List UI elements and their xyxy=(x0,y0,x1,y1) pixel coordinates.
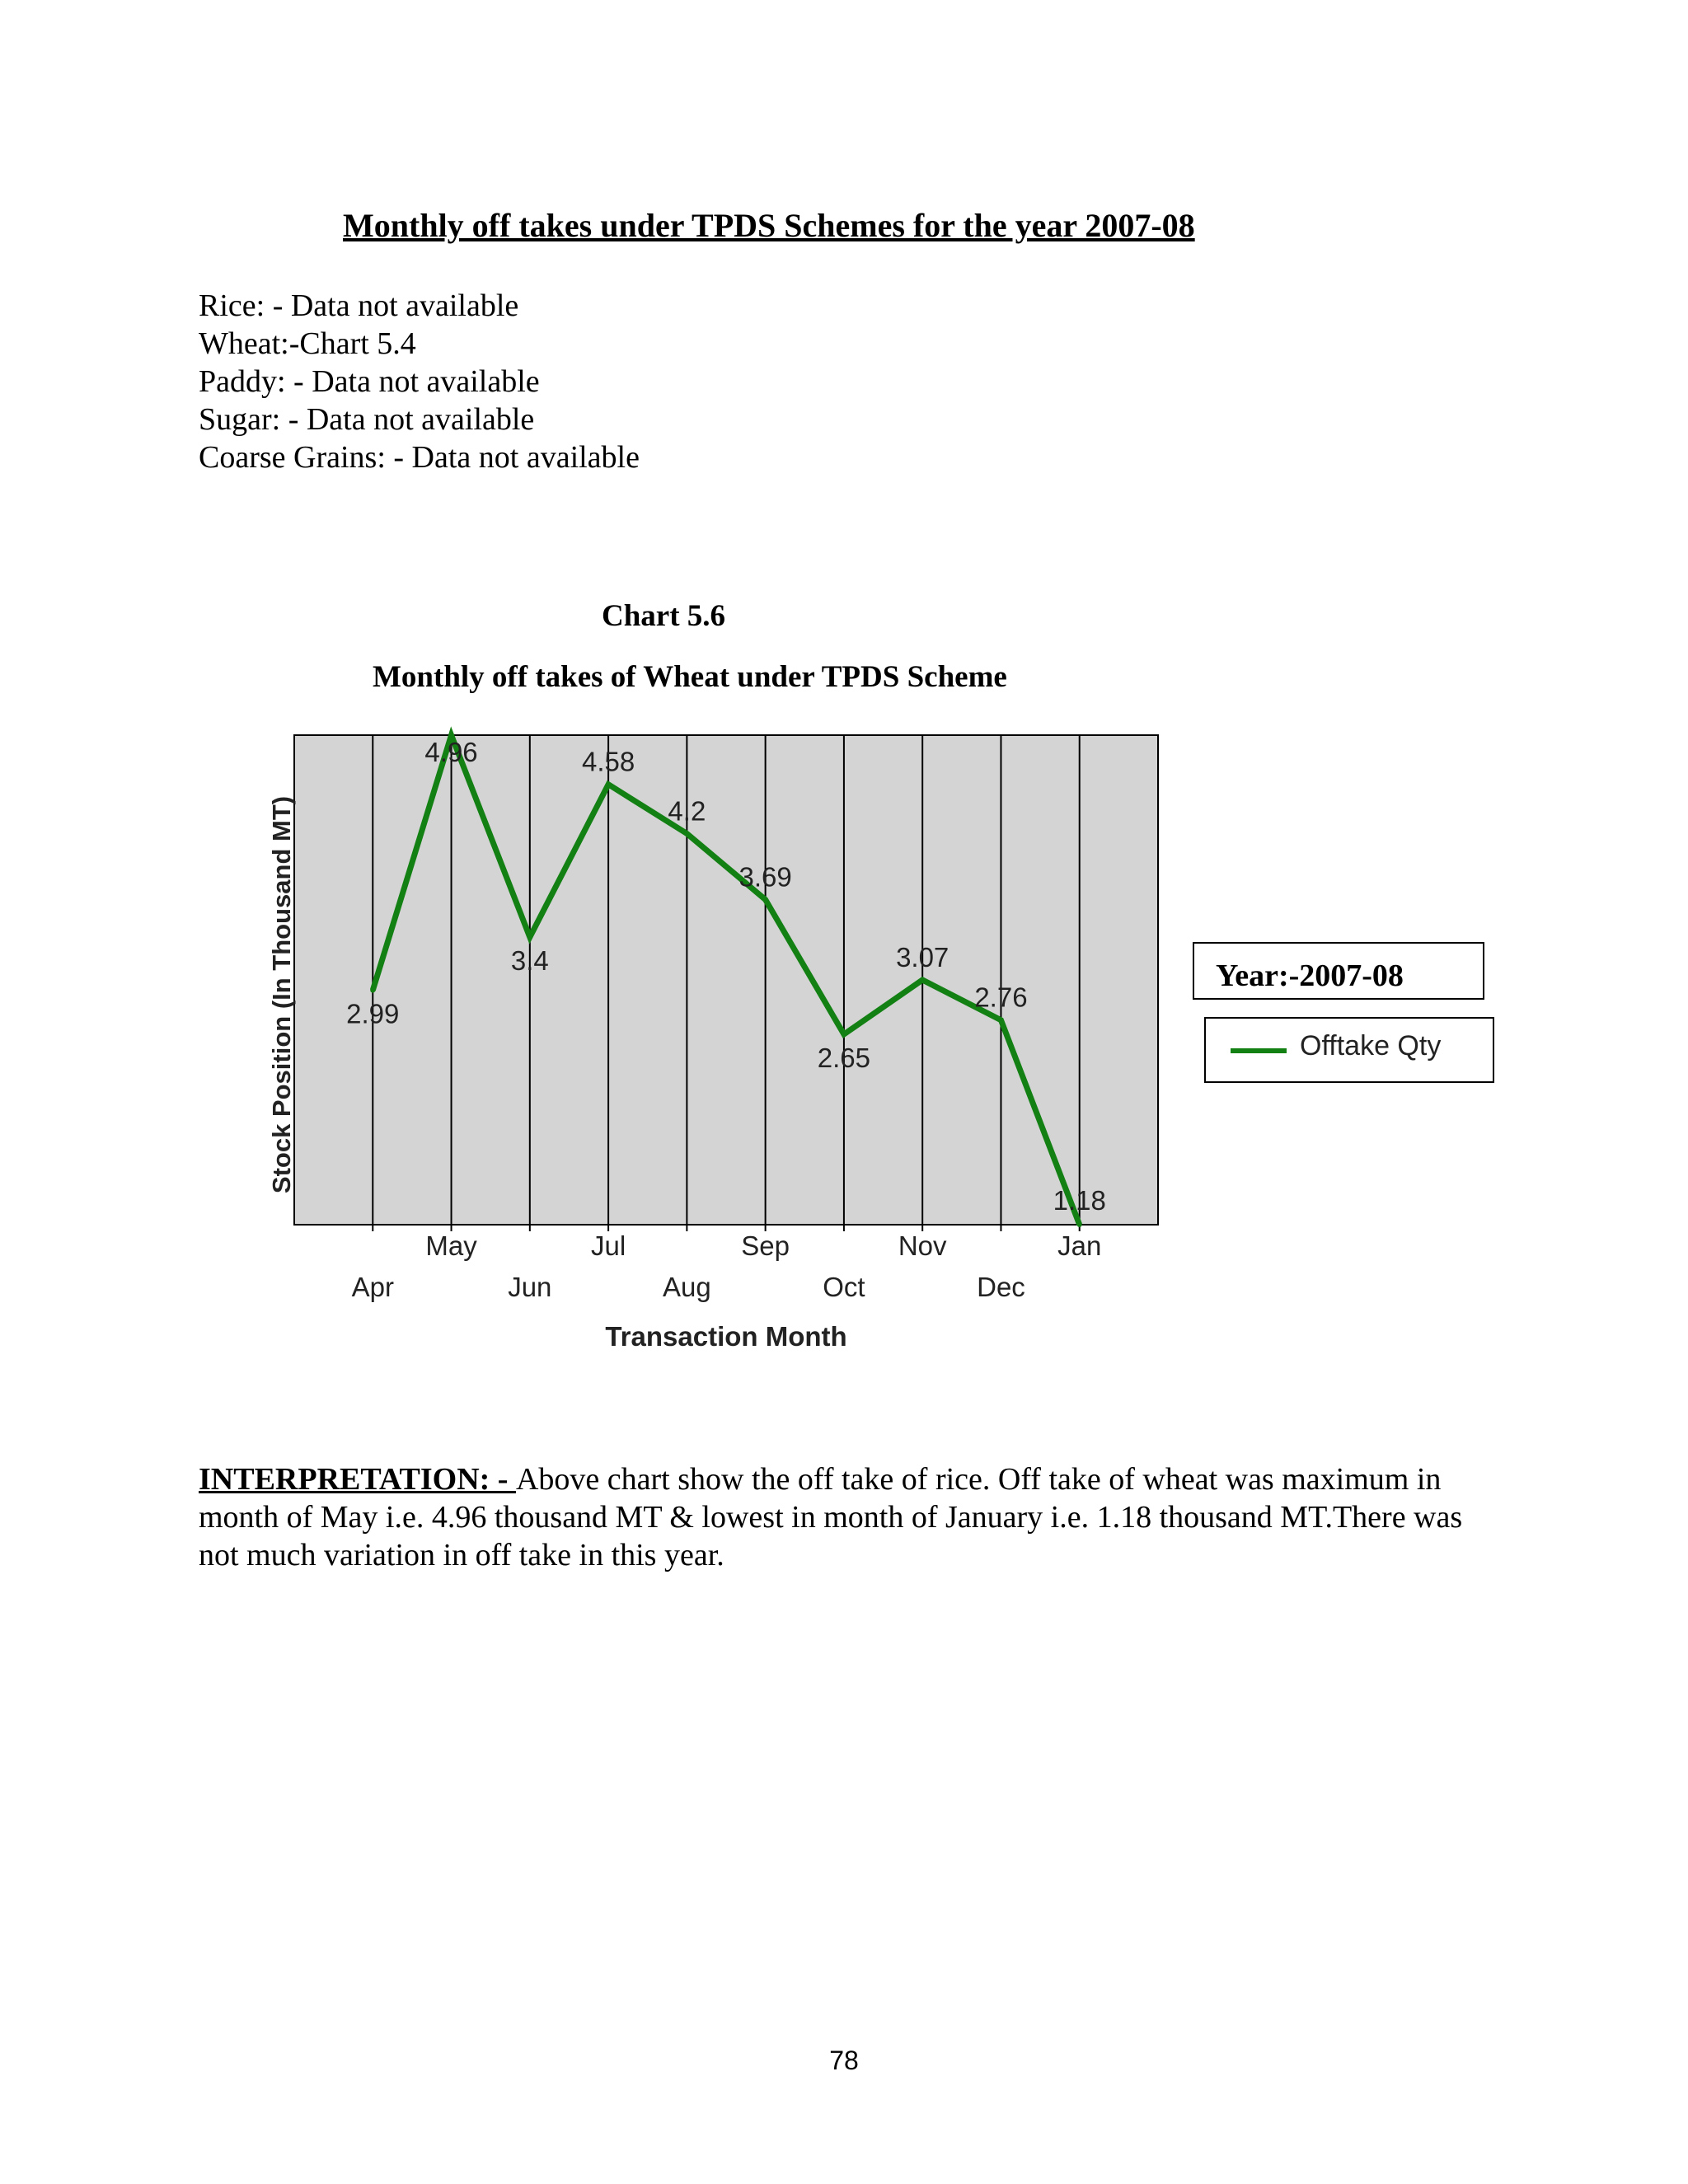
data-point xyxy=(606,782,611,787)
data-point xyxy=(1077,1222,1082,1227)
x-tick-label: Dec xyxy=(977,1272,1025,1302)
commodity-coarse-grains-status: Coarse Grains: - Data not available xyxy=(199,440,640,475)
page-title: Monthly off takes under TPDS Schemes for the year 2007-08 xyxy=(343,207,1195,244)
data-point xyxy=(998,1018,1003,1023)
data-label: 4.2 xyxy=(668,795,706,827)
data-label: 3.07 xyxy=(896,942,950,972)
commodity-status-list xyxy=(199,287,640,476)
x-tick-label: May xyxy=(425,1230,477,1261)
legend-series-label: Offtake Qty xyxy=(1300,1030,1442,1062)
commodity-paddy-status: Paddy: - Data not available xyxy=(199,364,540,399)
commodity-rice-status: Rice: - Data not available xyxy=(199,288,519,323)
data-point xyxy=(842,1032,846,1037)
interpretation-text: Above chart show the off take of rice. Off take of wheat was maximum in month of May i.e. 4.96 thousand MT & lowest in month of January i.e. 1.18 thousand MT.There was not much variation in off take in this year. xyxy=(199,1462,1463,1572)
chart-number: Chart 5.6 xyxy=(602,599,726,633)
x-tick-label: Nov xyxy=(898,1230,947,1261)
legend-box xyxy=(1204,1017,1494,1083)
data-label: 2.99 xyxy=(346,998,400,1029)
x-tick-label: Oct xyxy=(823,1272,865,1302)
data-point xyxy=(684,831,689,836)
data-label: 4.58 xyxy=(581,746,635,777)
data-label: 2.76 xyxy=(974,982,1028,1013)
chart-caption: Monthly off takes of Wheat under TPDS Scheme xyxy=(373,660,1007,694)
x-axis-title: Transaction Month xyxy=(605,1321,847,1352)
data-point xyxy=(763,898,768,902)
data-label: 2.65 xyxy=(817,1043,871,1073)
page-number: 78 xyxy=(829,2046,859,2075)
y-axis-title: Stock Position (In Thousand MT) xyxy=(267,795,296,1194)
data-label: 3.69 xyxy=(738,861,792,893)
data-label: 4.96 xyxy=(424,737,478,767)
interpretation-paragraph xyxy=(199,1460,1501,1574)
data-label: 3.4 xyxy=(510,945,549,977)
x-tick-label: Apr xyxy=(351,1272,394,1302)
data-point xyxy=(370,988,375,993)
x-tick-label: Jul xyxy=(590,1230,626,1261)
x-tick-label: Sep xyxy=(741,1230,790,1261)
x-tick-label: Aug xyxy=(663,1272,711,1302)
plot-area xyxy=(294,735,1158,1225)
legend-year-label: Year:-2007-08 xyxy=(1193,942,1484,1000)
data-point xyxy=(528,935,532,940)
data-point xyxy=(920,977,925,982)
x-tick-label: Jun xyxy=(508,1272,552,1302)
x-tick-label: Jan xyxy=(1057,1230,1102,1261)
interpretation-label: INTERPRETATION: - xyxy=(199,1462,516,1497)
legend-line-swatch xyxy=(1231,1048,1287,1053)
data-label: 1.18 xyxy=(1053,1185,1106,1216)
commodity-sugar-status: Sugar: - Data not available xyxy=(199,402,535,437)
commodity-wheat-status: Wheat:-Chart 5.4 xyxy=(199,326,416,361)
